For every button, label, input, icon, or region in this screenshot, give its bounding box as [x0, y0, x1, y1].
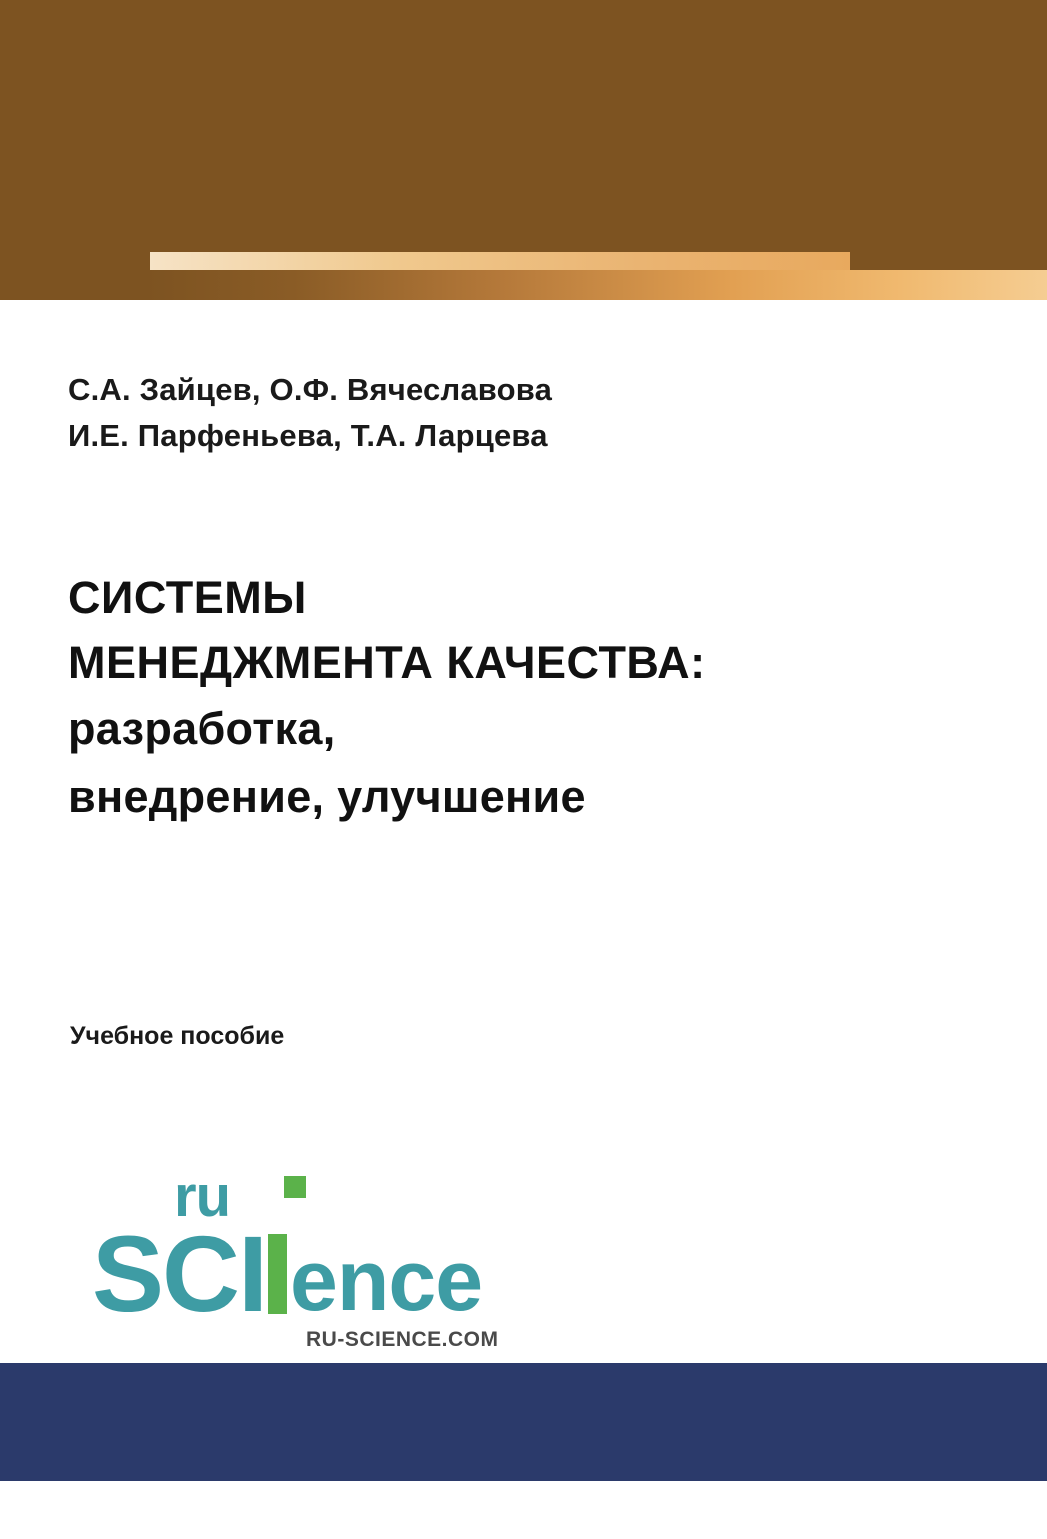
authors-block [68, 367, 968, 459]
logo-ence-text: ence [290, 1233, 483, 1329]
author-line-2: И.Е. Парфеньева, Т.А. Ларцева [68, 418, 548, 453]
title-line-4: внедрение, улучшение [68, 771, 586, 822]
title-line-1: СИСТЕМЫ [68, 572, 307, 623]
logo-ru-text: ru [174, 1164, 230, 1229]
logo-sci-text: SCI [92, 1213, 267, 1334]
title-line-3: разработка, [68, 703, 336, 754]
logo-green-square-icon [284, 1176, 306, 1198]
book-title [68, 565, 988, 831]
top-band-highlight [150, 252, 850, 270]
author-line-1: С.А. Зайцев, О.Ф. Вячеславова [68, 372, 553, 407]
ru-science-logo [92, 1164, 512, 1358]
top-band-gradient-stripe [0, 270, 1047, 300]
top-brown-band [0, 0, 1047, 300]
bottom-navy-band [0, 1363, 1047, 1539]
logo-url-text: RU-SCIENCE.COM [306, 1328, 499, 1351]
top-band-notch [850, 252, 1047, 270]
bottom-white-strip [0, 1481, 1047, 1539]
title-line-2: МЕНЕДЖМЕНТА КАЧЕСТВА: [68, 637, 706, 688]
logo-green-bar-icon [268, 1234, 287, 1314]
book-subtitle: Учебное пособие [70, 1022, 285, 1050]
